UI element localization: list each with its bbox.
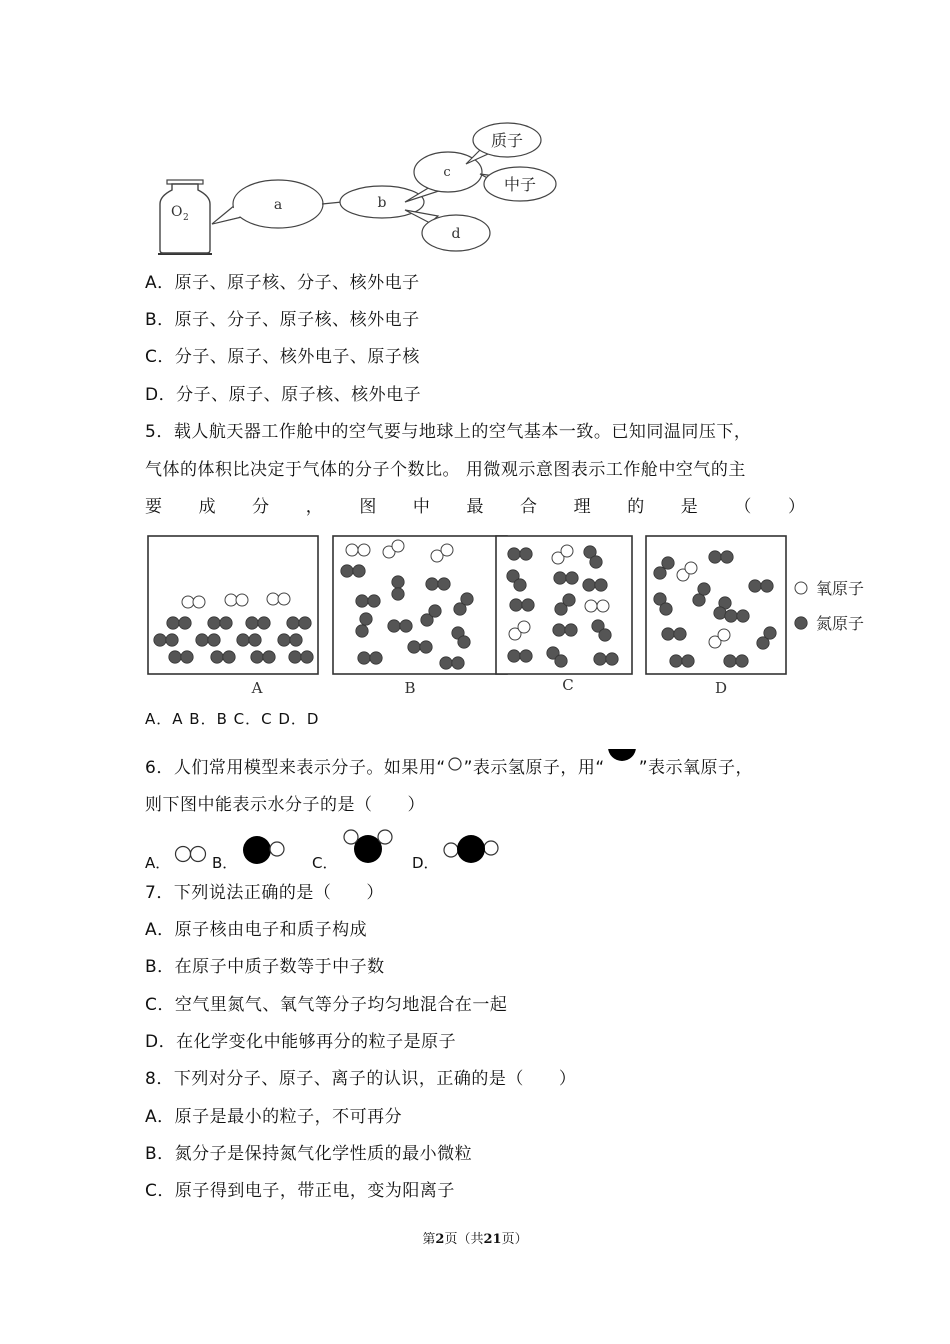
hydrogen-atom-icon: [446, 757, 464, 779]
q7-option-b: B．在原子中质子数等于中子数: [145, 957, 385, 977]
q5-molecule-boxes: [140, 530, 910, 702]
box-label-c: C: [562, 676, 574, 694]
q6-option-b-model: [241, 832, 287, 868]
atom-structure-diagram: [150, 120, 570, 260]
q6-option-c-model: [341, 828, 395, 868]
q6-option-a-model: [173, 844, 209, 864]
box-label-b: B: [404, 679, 416, 697]
q6-option-d-model: [441, 834, 503, 868]
q8-option-b: B．氮分子是保持氮气化学性质的最小微粒: [145, 1144, 473, 1164]
q5-answers: A．A B．B C．C D．D: [145, 710, 320, 728]
q5-stem-line1: 5．载人航天器工作舱中的空气要与地球上的空气基本一致。已知同温同压下，: [145, 422, 752, 442]
svg-text:质子: 质子: [490, 131, 524, 150]
legend-oxygen: 氧原子: [816, 579, 865, 598]
q4-option-c: C．分子、原子、核外电子、原子核: [145, 347, 420, 367]
svg-text:d: d: [451, 226, 461, 242]
q6-option-a-label: A．: [145, 854, 171, 872]
bottle-label-sub: 2: [183, 213, 189, 223]
q7-option-c: C．空气里氮气、氧气等分子均匀地混合在一起: [145, 995, 508, 1015]
q4-option-b: B．原子、分子、原子核、核外电子: [145, 310, 420, 330]
legend-nitrogen: 氮原子: [816, 614, 865, 633]
svg-text:中子: 中子: [503, 175, 537, 194]
svg-text:c: c: [443, 165, 451, 180]
box-label-a: A: [251, 679, 263, 697]
q7-stem: 7．下列说法正确的是（ ）: [145, 883, 384, 903]
q6-stem-line2: 则下图中能表示水分子的是（ ）: [145, 795, 425, 815]
q4-option-a: A．原子、原子核、分子、核外电子: [145, 273, 420, 293]
box-label-d: D: [714, 679, 728, 697]
page-footer: 第2页（共21页）: [422, 1232, 528, 1247]
q7-option-a: A．原子核由电子和质子构成: [145, 920, 368, 940]
q6-options: [145, 828, 545, 872]
q4-option-d: D．分子、原子、原子核、核外电子: [145, 385, 422, 405]
bubble-d: [405, 210, 490, 251]
bottle-label: O: [171, 204, 183, 220]
legend: [795, 579, 864, 633]
svg-text:b: b: [377, 195, 387, 211]
q6-option-c-label: C．: [312, 854, 338, 872]
oxygen-atom-icon: [605, 749, 639, 779]
q6-option-d-label: D．: [412, 854, 439, 872]
bubble-proton: [466, 123, 541, 164]
bubble-neutron: [480, 167, 556, 201]
q8-option-c: C．原子得到电子，带正电，变为阳离子: [145, 1181, 455, 1201]
bubble-a: [212, 180, 323, 228]
q5-stem-line3: 要 成 分 ， 图 中 最 合 理 的 是 （ ）: [145, 497, 805, 517]
q8-stem: 8．下列对分子、原子、离子的认识，正确的是（ ）: [145, 1069, 577, 1089]
q6-stem-line1: 6．人们常用模型来表示分子。如果用“ ”表示氢原子，用“ ”表示氧原子，: [145, 757, 753, 779]
oxygen-bottle: [160, 180, 210, 253]
svg-text:a: a: [273, 197, 283, 213]
q5-stem-line2: 气体的体积比决定于气体的分子个数比。 用微观示意图表示工作舱中空气的主: [145, 460, 746, 480]
q6-option-b-label: B．: [212, 854, 238, 872]
q8-option-a: A．原子是最小的粒子，不可再分: [145, 1107, 403, 1127]
q7-option-d: D．在化学变化中能够再分的粒子是原子: [145, 1032, 457, 1052]
